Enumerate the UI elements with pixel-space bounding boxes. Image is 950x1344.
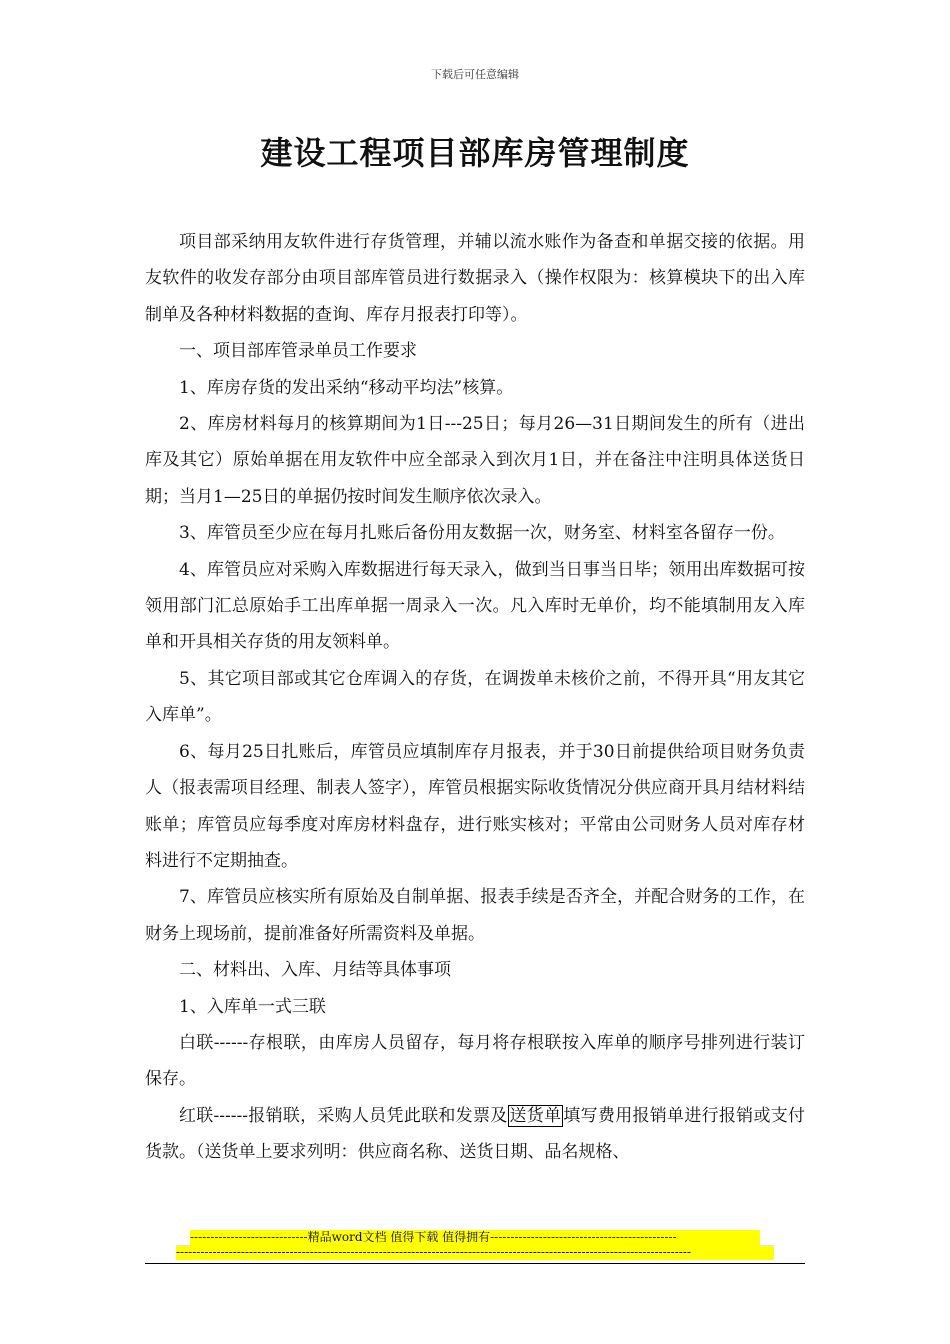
footer-rule bbox=[145, 1263, 805, 1264]
section-heading-1: 一、项目部库管录单员工作要求 bbox=[179, 341, 417, 362]
paragraph-item-2: 2、库房材料每月的核算期间为1日---25日；每月26—31日期间发生的所有（进出库及其它）原始单据在用友软件中应全部录入到次月1日，并在备注中注明具体送货日期；当月1—25日的单据仍按时间发生顺序依次录入。 bbox=[145, 414, 805, 507]
footer-banner-text: -----------------------------精品word文档 值得下载 值得拥有---------------------------------------------- bbox=[190, 1230, 760, 1245]
paragraph-item-3: 3、库管员至少应在每月扎账后备份用友数据一次，财务室、材料室各留存一份。 bbox=[179, 523, 785, 544]
red-copy-text-after: 填写费用报销单进行报销或支付货款。（送货单上要求列明：供应商名称、送货日期、品名规格、 bbox=[145, 1105, 806, 1163]
paragraph-red-copy bbox=[145, 1098, 805, 1171]
paragraph-item-5: 5、其它项目部或其它仓库调入的存货，在调拨单未核价之前，不得开具“用友其它入库单”。 bbox=[145, 668, 805, 726]
document-body bbox=[145, 224, 805, 1171]
paragraph-item-7: 7、库管员应核实所有原始及自制单据、报表手续是否齐全，并配合财务的工作，在财务上现场前，提前准备好所需资料及单据。 bbox=[145, 887, 805, 944]
paragraph-receipt-copies: 1、入库单一式三联 bbox=[179, 996, 326, 1017]
section-heading-2: 二、材料出、入库、月结等具体事项 bbox=[179, 960, 451, 981]
paragraph-item-1: 1、库房存货的发出采纳“移动平均法”核算。 bbox=[179, 377, 514, 398]
paragraph-item-6: 6、每月25日扎账后，库管员应填制库存月报表，并于30日前提供给项目财务负责人（报表需项目经理、制表人签字），库管员根据实际收货情况分供应商开具月结材料结账单；库管员应每季度对库房材料盘存，进行账实核对；平常由公司财务人员对库存材料进行不定期抽查。 bbox=[145, 741, 805, 871]
boxed-term-delivery-note: 送货单 bbox=[509, 1105, 562, 1126]
paragraph-intro: 项目部采纳用友软件进行存货管理，并辅以流水账作为备查和单据交接的依据。用友软件的收发存部分由项目部库管员进行数据录入（操作权限为：核算模块下的出入库制单及各种材料数据的查询、库存月报表打印等）。 bbox=[145, 232, 805, 325]
paragraph-white-copy: 白联------存根联，由库房人员留存，每月将存根联按入库单的顺序号排列进行装订保存。 bbox=[145, 1032, 805, 1090]
document-title: 建设工程项目部库房管理制度 bbox=[260, 134, 690, 172]
header-note: 下载后可任意编辑 bbox=[431, 68, 519, 81]
red-copy-text-before: 红联------报销联，采购人员凭此联和发票及 bbox=[179, 1105, 508, 1126]
footer-dash-line: ------------------------------------------------------------------------------------------------------------------------------- bbox=[176, 1245, 774, 1260]
paragraph-item-4: 4、库管员应对采购入库数据进行每天录入，做到当日事当日毕；领用出库数据可按领用部门汇总原始手工出库单据一周录入一次。凡入库时无单价，均不能填制用友入库单和开具相关存货的用友领料单。 bbox=[145, 559, 805, 653]
